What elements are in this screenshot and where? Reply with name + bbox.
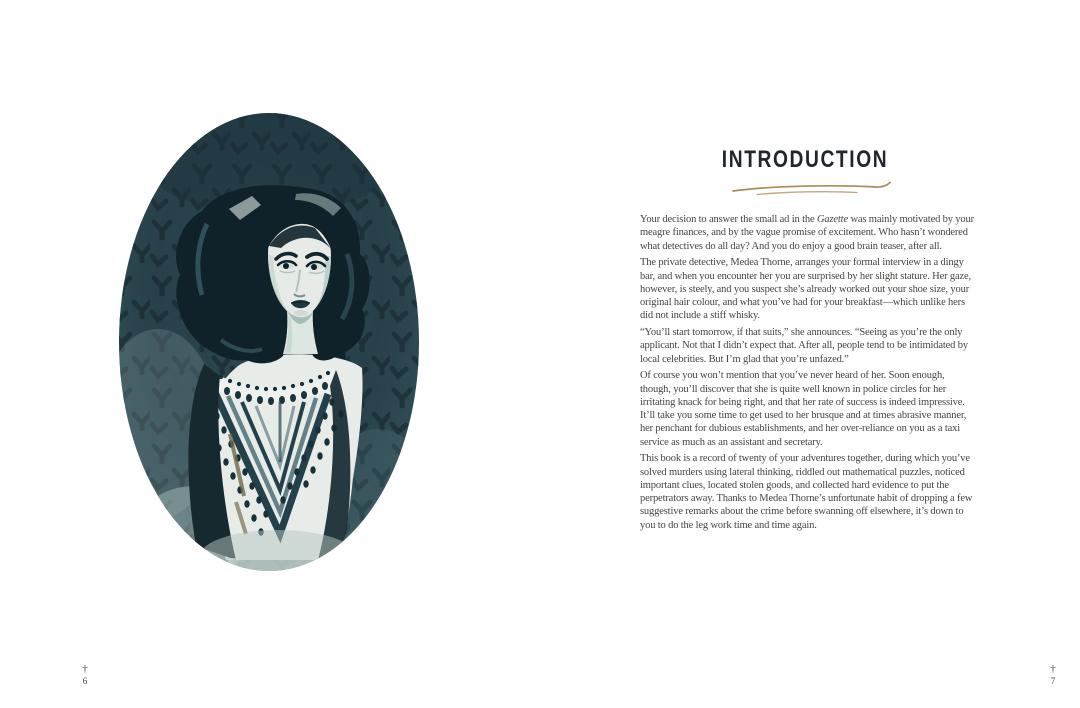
title-flourish-ornament [640, 179, 970, 201]
dagger-ornament: † [1050, 663, 1056, 675]
left-page-footer [69, 664, 101, 687]
paragraph-3: “You’ll start tomorrow, if that suits,” she announces. “Seeing as you’re the only applicant. Not that I didn’t expect that. After all, people tend to be intimidated by local celebrities. But I’m glad that you’re unfazed.” [640, 327, 968, 365]
right-page-footer [1037, 664, 1069, 687]
portrait-figure [176, 185, 370, 582]
right-page [540, 0, 1080, 708]
chapter-title: INTRODUCTION [721, 146, 889, 173]
page-number-right: 7 [1050, 677, 1056, 687]
page-number-left: 6 [82, 677, 88, 687]
paragraph-1-post: was mainly motivated by your meagre finances, and by the vague promise of excitement. Who hasn’t wondered what detectives do all day? And you do enjoy a good brain teaser, after all. [640, 214, 974, 252]
paragraph-1-italic: Gazette [816, 214, 848, 225]
paragraph-1 [640, 213, 974, 253]
dagger-ornament: † [82, 663, 88, 675]
introduction-text [640, 213, 974, 535]
paragraph-4: Of course you won’t mention that you’ve never heard of her. Soon enough, though, you’ll discover that she is quite well known in police circles for her irritating knack for being right, and that her rate of success is indeed impressive. It’ll take you some time to get used to her brusque and at times abrasive manner, her penchant for dubious establishments, and her over-reliance on you as a taxi service as much as an assistant and secretary. [640, 370, 967, 448]
paragraph-1-pre: Your decision to answer the small ad in the [640, 214, 817, 225]
portrait-illustration [110, 104, 430, 589]
paragraph-2: The private detective, Medea Thorne, arranges your formal interview in a dingy bar, and when you encounter her you are surprised by her slight stature. Her gaze, however, is steely, and you suspect she’s already worked out your shoe size, your original hair colour, and what you’ve had for your breakfast—which unlike hers did not include a stiff whisky. [640, 257, 972, 322]
paragraph-5: This book is a record of twenty of your adventures together, during which you’ve solved murders using lateral thinking, riddled out mathematical puzzles, noticed important clues, located stolen goods, and collected hard evidence to put the perpetrators away. Thanks to Medea Thorne’s unfortunate habit of dropping a few suggestive remarks about the crime before swanning off elsewhere, it’s down to you to do the leg work time and time again. [640, 453, 973, 531]
